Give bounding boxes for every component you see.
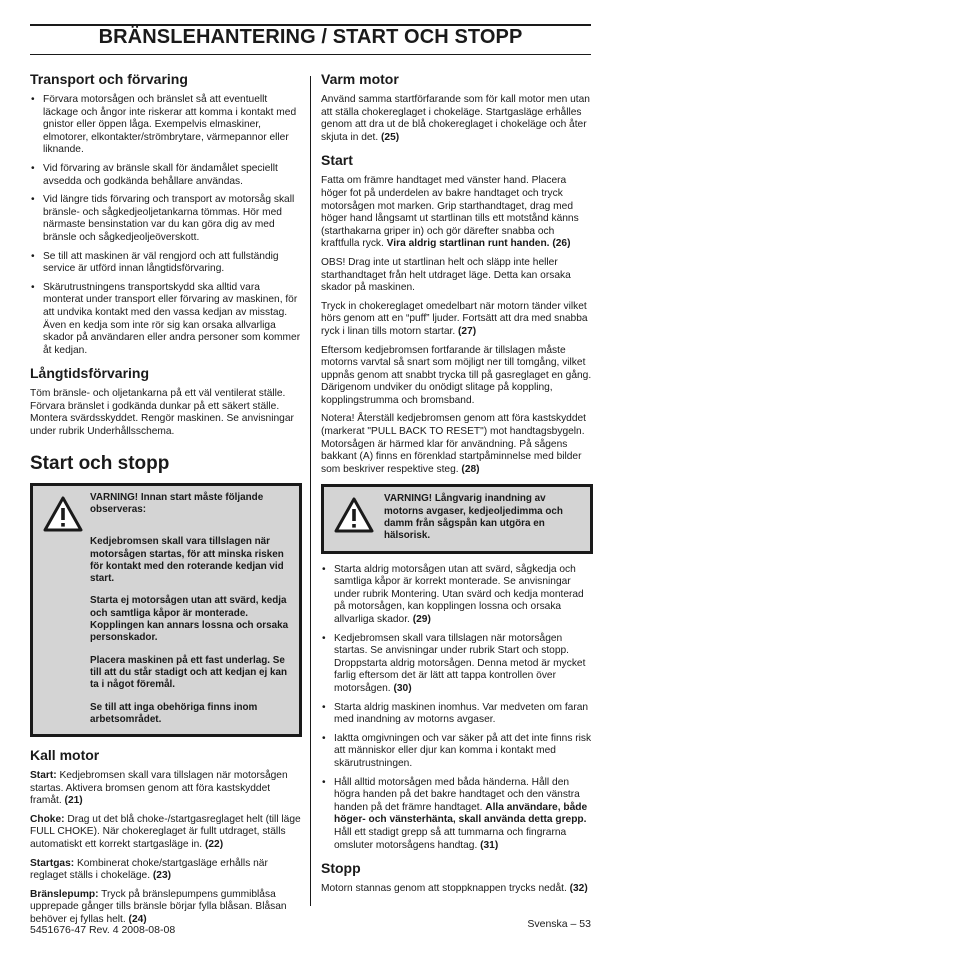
warm-engine-heading: Varm motor <box>321 71 399 87</box>
figure-ref: (25) <box>381 131 400 143</box>
warning-line: VARNING! Långvarig inandning av motorns avgaser, kedjeoljedimma och damm från sågspån kan utgöra en hälsorisk. <box>384 493 563 542</box>
list-item: • Starta aldrig maskinen inomhus. Var medveten om faran med inandning av motorns avgaser. <box>321 702 593 727</box>
stop-text <box>321 883 593 896</box>
cold-engine-heading: Kall motor <box>30 747 100 764</box>
list-item: • Iaktta omgivningen och var säker på att det inte finns risk att människor eller djur kan komma i kontakt med skärutrustningen. <box>321 733 593 771</box>
transport-heading: Transport och förvaring <box>30 71 188 87</box>
list-item <box>321 777 593 853</box>
figure-ref: (30) <box>393 682 412 694</box>
text: Starta aldrig motorsågen utan att svärd, sågkedja och samtliga kåpor är korrekt monterade. Se anvisningar under rubrik Montering. Utan svärd och kedja monterad på motorsågen, kan kopplingen lossna och orsaka allvarliga skador. <box>334 563 584 625</box>
text: Håll alltid motorsågen med båda händerna. Håll den högra handen på det bakre handtaget och den vänstra handen på det främre handtaget. <box>334 776 580 813</box>
figure-ref: (32) <box>569 883 588 895</box>
list-item: • Förvara motorsågen och bränslet så att eventuellt läckage och ångor inte riskerar att komma i kontakt med gnistor eller öppen låga. Exempelvis elmaskiner, elmotorer, elkontakter/strömbrytare, värmepannor eller liknande. <box>30 94 302 157</box>
choke-in-paragraph <box>321 301 593 339</box>
text: Kombinerat choke/startgasläge erhålls när reglaget ställs i chokeläge. <box>30 857 268 882</box>
figure-ref: (24) <box>128 914 147 926</box>
text: Tryck på bränslepumpens gummiblåsa upprepade gånger tills bränsle börjar fylla blåsan. Blåsan behöver ej fyllas helt. <box>30 888 287 926</box>
figure-ref: (27) <box>458 325 477 337</box>
transport-list <box>30 94 302 357</box>
warning-line: Starta ej motorsågen utan att svärd, kedja och samtliga kåpor är monterade. Kopplingen kan annars lossna och orsaka personskador. <box>90 595 289 644</box>
label: Bränslepump: <box>30 888 99 900</box>
warning-line: Se till att inga obehöriga finns inom arbetsområdet. <box>90 701 258 725</box>
warning-box-start <box>30 483 302 737</box>
idle-paragraph: Eftersom kedjebromsen fortfarande är tillslagen måste motorns varvtal så snart som möjligt ner till tomgång, vilket uppnås genom att snabbt trycka till på gasreglaget en gång. Därigenom undviker du onödigt slitage på koppling, kopplingstrumma och bromsband. <box>321 344 592 406</box>
list-item: • Vid längre tids förvaring och transport av motorsåg skall bränsle- och sågkedjeoljetankarna tömmas. Hör med närmaste bensinstation var du kan göra dig av med bränsle och sågkedjeoljeöverskott. <box>30 194 302 244</box>
warning-line: Placera maskinen på ett fast underlag. Se till att du står stadigt och att kedjan ej kan ta i något föremål. <box>90 654 287 691</box>
reset-brake-paragraph <box>321 413 593 476</box>
text: Tryck in chokereglaget omedelbart när motorn tänder vilket hörs genom att en “puff” ljuder. Fortsätt att dra med snabba ryck i linan tills motorn startar. <box>321 300 588 337</box>
text: Drag ut det blå choke-/startgasreglaget helt (till läge FULL CHOKE). När chokereglaget är fullt utdraget, ställs automatiskt ett korrekt startgasläge in. <box>30 813 301 851</box>
startgas-paragraph <box>30 858 302 883</box>
figure-ref: (23) <box>152 870 172 882</box>
figure-ref: (21) <box>64 795 83 807</box>
text: Håll ett stadigt grepp så att tummarna och fingrarna omsluter motorsågens handtag. <box>334 826 567 851</box>
bold-text: Alla användare, både höger- och vänsterhänta, skall använda detta grepp. <box>334 801 588 826</box>
text: Kedjebromsen skall vara tillslagen när motorsågen startas. Se anvisningar under rubrik Start och stopp. Droppstarta aldrig motorsågen. Denna metod är mycket farlig eftersom det är lätt att tappa kontrollen över motorsågen. <box>334 632 586 694</box>
label: Startgas: <box>30 857 75 869</box>
text: Motorn stannas genom att stoppknappen trycks nedåt. <box>321 883 570 895</box>
warning-line: Kedjebromsen skall vara tillslagen när motorsågen startas, för att minska risken för kontakt med den roterande kedjan vid start. <box>90 536 284 585</box>
figure-ref: (22) <box>204 839 224 851</box>
list-item: • Skärutrustningens transportskydd ska alltid vara monterat under transport eller förvaring av maskinen, för att undvika kontakt med den vassa kedjan av misstag. Även en kedja som inte rör sig kan orsaka allvarliga skador på användaren eller andra personer som kommer åt kedjan. <box>30 282 302 358</box>
warning-triangle-icon <box>43 496 83 532</box>
figure-ref: (29) <box>412 614 431 625</box>
label: Start: <box>30 770 57 782</box>
stop-heading: Stopp <box>321 860 361 877</box>
text: Notera! Återställ kedjebromsen genom att föra kastskyddet (markerat "PULL BACK TO RESET") mot handtagsbygeln. Motorsågen är härmed klar för användning. På sågens bakkant (A) finns en förenklad startpåminnelse med bilder som beskriver respektive steg. <box>321 413 587 475</box>
list-item: • Se till att maskinen är väl rengjord och att fullständig service är utförd innan långtidsförvaring. <box>30 251 302 276</box>
figure-ref: (31) <box>480 839 499 851</box>
title-rule <box>30 54 591 55</box>
page-title: BRÄNSLEHANTERING / START OCH STOPP <box>98 26 523 48</box>
choke-paragraph <box>30 814 302 852</box>
figure-ref: (28) <box>461 463 480 475</box>
list-item: • Vid förvaring av bränsle skall för ändamålet speciellt avsedda och godkända behållare användas. <box>30 163 302 188</box>
warning-box-exhaust <box>321 484 593 553</box>
label: Choke: <box>30 813 65 825</box>
cold-start-paragraph <box>30 770 302 808</box>
list-item <box>321 564 593 627</box>
right-column <box>321 71 593 902</box>
safety-list <box>321 564 593 852</box>
text: Använd samma startförfarande som för kall motor men utan att ställa chokereglaget i chokeläge. Startgasläge erhålles genom att dra ut de blå chokereglaget i chokeläge och åter skjuta in det. <box>321 94 590 143</box>
start-heading: Start <box>321 152 353 169</box>
start-stop-heading: Start och stopp <box>30 452 170 474</box>
warning-line: VARNING! Innan start måste följande observeras: <box>90 491 264 515</box>
start-paragraph <box>321 175 593 251</box>
warning-triangle-icon <box>334 497 374 533</box>
longterm-heading: Långtidsförvaring <box>30 365 150 382</box>
footer-page-number: Svenska – 53 <box>527 918 591 930</box>
text: Fatta om främre handtaget med vänster hand. Placera höger fot på underdelen av bakre handtaget och tryck motorsågen mot marken. Grip starthandtaget, drag med höger hand långsamt ut startlinan tills ett motstånd känns (starthakarna griper in) och gör därefter snabba och kraftfulla ryck. <box>321 175 579 250</box>
column-divider <box>310 76 311 906</box>
longterm-text: Töm bränsle- och oljetankarna på ett väl ventilerat ställe. Förvara bränslet i godkända dunkar på ett säkert ställe. Montera svärdsskyddet. Rengör maskinen. Se anvisningar under rubrik Underhållsschema. <box>30 388 294 438</box>
left-column <box>30 71 302 933</box>
warm-engine-text <box>321 94 593 144</box>
footer-doc-number: 5451676-47 Rev. 4 2008-08-08 <box>30 924 176 936</box>
fuel-pump-paragraph <box>30 889 302 927</box>
bold-text: Vira aldrig startlinan runt handen. (26) <box>386 238 571 250</box>
text: Kedjebromsen skall vara tillslagen när motorsågen startas. Aktivera bromsen genom att föra kastskyddet framåt. <box>30 770 288 807</box>
list-item <box>321 633 593 696</box>
obs-paragraph: OBS! Drag inte ut startlinan helt och släpp inte heller starthandtaget från helt utdraget läge. Detta kan orsaka skador på maskinen. <box>321 256 571 294</box>
